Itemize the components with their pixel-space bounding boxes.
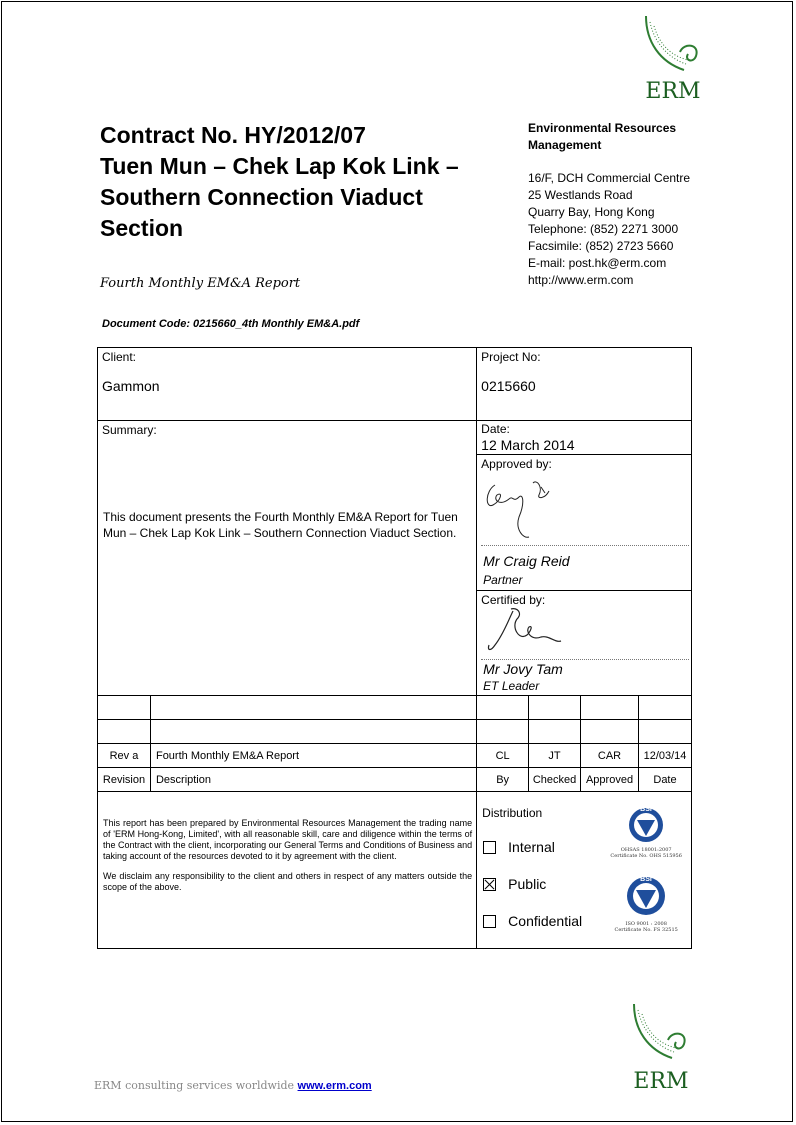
date-cell: 12/03/14 [639, 744, 692, 768]
disclaimer-cell [98, 792, 477, 949]
approver-name: Mr Craig Reid [483, 553, 570, 569]
address-line: 25 Westlands Road [528, 188, 633, 202]
erm-leaf-icon [628, 1000, 694, 1066]
blank-cell [150, 696, 476, 720]
approval-cell [477, 421, 692, 696]
confidential-label: Confidential [508, 913, 583, 930]
checked-cell: JT [529, 744, 581, 768]
rev-header: Revision [98, 768, 151, 792]
title-line: Southern Connection Viaduct [100, 184, 423, 210]
internal-label: Internal [508, 839, 555, 856]
blank-cell [150, 720, 476, 744]
blank-cell [581, 720, 639, 744]
rev-cell: Rev a [98, 744, 151, 768]
cert-caption-line: Certificate No. FS 32515 [614, 927, 678, 933]
public-checkbox [483, 878, 496, 891]
erm-logo-text: ERM [645, 79, 701, 104]
blank-cell [477, 696, 529, 720]
distribution-internal [483, 838, 555, 855]
date-block [477, 421, 691, 455]
report-subtitle: Fourth Monthly EM&A Report [100, 276, 301, 291]
checked-header: Checked [529, 768, 581, 792]
approved-cell: CAR [581, 744, 639, 768]
cert-caption-line: Certificate No. OHS 515956 [610, 853, 682, 859]
summary-label: Summary: [102, 423, 157, 437]
by-header: By [477, 768, 529, 792]
blank-row [98, 696, 692, 720]
date-value: 12 March 2014 [481, 437, 575, 453]
bsi-kitemark-icon [607, 806, 685, 844]
erm-logo-text: ERM [633, 1069, 689, 1094]
bsi-text: BSI [640, 806, 653, 813]
cert-caption-line: ISO 9001 : 2008 [625, 921, 667, 927]
iso-certification-mark [607, 874, 685, 933]
blank-cell [639, 720, 692, 744]
certified-label: Certified by: [481, 593, 546, 607]
project-value: 0215660 [481, 378, 536, 394]
client-label: Client: [102, 350, 137, 364]
address-line: 16/F, DCH Commercial Centre [528, 171, 691, 185]
erm-leaf-icon [640, 12, 706, 78]
blank-cell [529, 696, 581, 720]
address-line: E-mail: post.hk@erm.com [528, 256, 667, 270]
title-line: Contract No. HY/2012/07 [100, 122, 366, 148]
bsi-kitemark-icon [607, 874, 685, 918]
summary-text: This document presents the Fourth Monthly EM&A Report for Tuen Mun – Chek Lap Kok Link – Southern Connection Viaduct Section. [103, 510, 458, 540]
blank-cell [477, 720, 529, 744]
document-code: Document Code: 0215660_4th Monthly EM&A.pdf [102, 318, 360, 330]
blank-cell [639, 696, 692, 720]
revision-row [98, 744, 692, 768]
blank-cell [98, 696, 151, 720]
certified-block [477, 591, 691, 695]
date-label: Date: [481, 422, 510, 436]
company-address [528, 170, 690, 289]
distribution-label: Distribution [482, 806, 543, 820]
address-line: Quarry Bay, Hong Kong [528, 205, 655, 219]
desc-cell: Fourth Monthly EM&A Report [150, 744, 476, 768]
blank-cell [581, 696, 639, 720]
disclaimer-paragraph: We disclaim any responsibility to the client and others in respect of any matters outside the scope of the above. [103, 871, 473, 892]
cert-caption-line: OHSAS 18001:2007 [620, 847, 672, 853]
footer-link[interactable]: www.erm.com [297, 1080, 372, 1092]
erm-logo-top [640, 12, 706, 104]
address-line: Facsimile: (852) 2723 5660 [528, 239, 674, 253]
title-line: Tuen Mun – Chek Lap Kok Link – [100, 153, 459, 179]
blank-cell [98, 720, 151, 744]
approved-label: Approved by: [481, 457, 552, 471]
distribution-public [483, 875, 546, 892]
project-label: Project No: [481, 350, 541, 364]
blank-cell [529, 720, 581, 744]
approved-block [477, 455, 691, 591]
certifier-title: ET Leader [483, 679, 540, 693]
desc-header: Description [150, 768, 476, 792]
approver-signature-icon [483, 477, 573, 543]
internal-checkbox [483, 841, 496, 854]
ohsas-certification-mark [607, 806, 685, 859]
client-value: Gammon [102, 378, 160, 394]
address-line: Telephone: (852) 2271 3000 [528, 222, 679, 236]
disclaimer-paragraph: This report has been prepared by Environmental Resources Management the trading name of 'ERM Hong-Kong, Limited', with all reasonable skill, care and diligence within the terms of the Contract with the client, incorporating our General Terms and Conditions of Business and taking account of the resources devoted to it by agreement with the client. [103, 818, 473, 861]
client-cell [98, 348, 477, 421]
title-line: Section [100, 215, 184, 241]
company-name: Environmental Resources Management [528, 121, 677, 152]
approver-signature-line [481, 545, 689, 546]
erm-logo-bottom [628, 1000, 694, 1092]
project-cell [477, 348, 692, 421]
approver-title: Partner [483, 573, 523, 587]
footer [94, 1079, 372, 1092]
address-line: http://www.erm.com [528, 273, 634, 287]
bsi-text: BSI [640, 876, 653, 883]
revision-header-row [98, 768, 692, 792]
document-title [100, 120, 459, 244]
confidential-checkbox [483, 915, 496, 928]
certifier-signature-icon [483, 605, 573, 657]
blank-row [98, 720, 692, 744]
certifier-name: Mr Jovy Tam [483, 661, 563, 677]
date-header: Date [639, 768, 692, 792]
document-control-table [97, 347, 692, 949]
summary-cell [98, 421, 477, 696]
certifier-signature-line [481, 659, 689, 660]
public-label: Public [508, 876, 547, 893]
approved-header: Approved [581, 768, 639, 792]
distribution-cell [477, 792, 692, 949]
footer-text: ERM consulting services worldwide [94, 1079, 295, 1092]
distribution-confidential [483, 912, 582, 929]
by-cell: CL [477, 744, 529, 768]
